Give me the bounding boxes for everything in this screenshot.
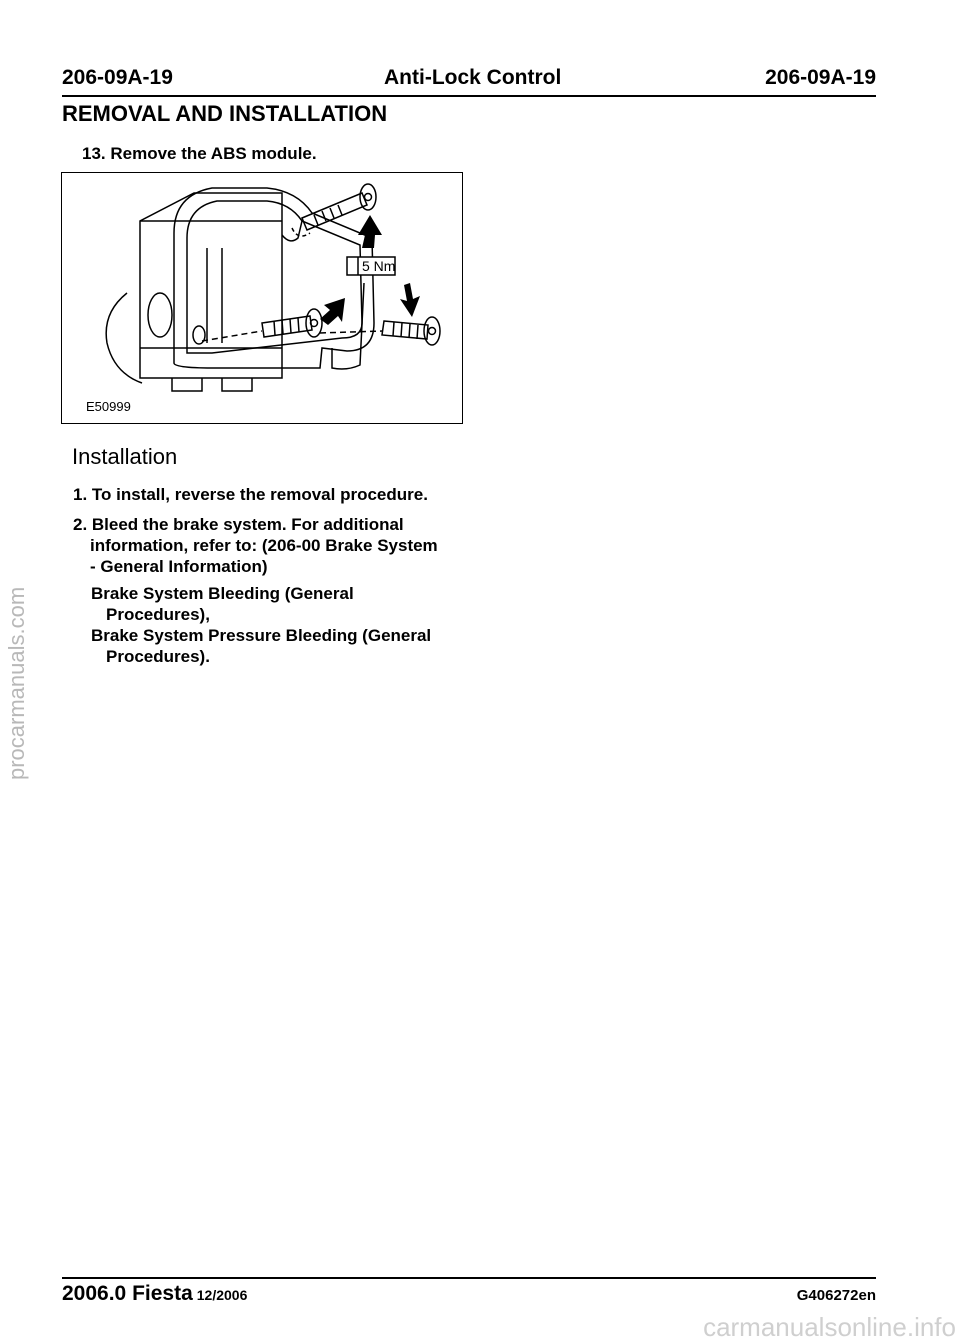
header-page-number-right: 206-09A-19: [765, 66, 876, 89]
header-page-number-left: 206-09A-19: [62, 66, 173, 89]
torque-label: 5 Nm: [362, 258, 396, 274]
installation-heading: Installation: [72, 444, 178, 469]
side-watermark-text: procarmanuals.com: [4, 586, 29, 780]
footer-model-info: [62, 1282, 247, 1306]
arrow-up-icon: [358, 215, 382, 248]
figure-id: E50999: [86, 399, 131, 414]
install-step-1: 1. To install, reverse the removal procedure.: [73, 485, 428, 504]
arrow-left-icon: [320, 298, 345, 325]
reference-link-pressure-bleeding-cont[interactable]: Procedures).: [106, 647, 210, 666]
abs-module-figure: [61, 172, 463, 424]
reference-link-pressure-bleeding[interactable]: Brake System Pressure Bleeding (General: [91, 626, 432, 645]
section-title: REMOVAL AND INSTALLATION: [62, 101, 388, 126]
reference-link-brake-bleeding-cont[interactable]: Procedures),: [106, 605, 210, 624]
header-rule: [62, 95, 876, 97]
motor-port: [148, 293, 172, 337]
reference-link-brake-bleeding[interactable]: Brake System Bleeding (General: [91, 584, 354, 603]
step-13: 13. Remove the ABS module.: [82, 144, 317, 163]
footer-code: G406272en: [796, 1287, 876, 1304]
middle-bolt: [193, 309, 322, 344]
abs-module-illustration: [62, 173, 462, 423]
page-header: [62, 66, 876, 98]
install-step-2-line-1: 2. Bleed the brake system. For additional: [73, 515, 404, 534]
side-watermark: [2, 560, 32, 780]
header-section-name: Anti-Lock Control: [384, 66, 562, 89]
install-step-2-line-3: - General Information): [90, 557, 268, 576]
motor-housing-outline: [106, 293, 142, 383]
footer-rule: [62, 1277, 876, 1279]
footer-model: 2006.0 Fiesta: [62, 1282, 193, 1305]
arrow-down-icon: [400, 283, 420, 317]
bottom-watermark: carmanualsonline.info: [703, 1312, 956, 1342]
footer-date: 12/2006: [196, 1287, 248, 1303]
install-step-2-line-2: information, refer to: (206-00 Brake System: [90, 536, 438, 555]
right-bolt: [320, 317, 440, 345]
